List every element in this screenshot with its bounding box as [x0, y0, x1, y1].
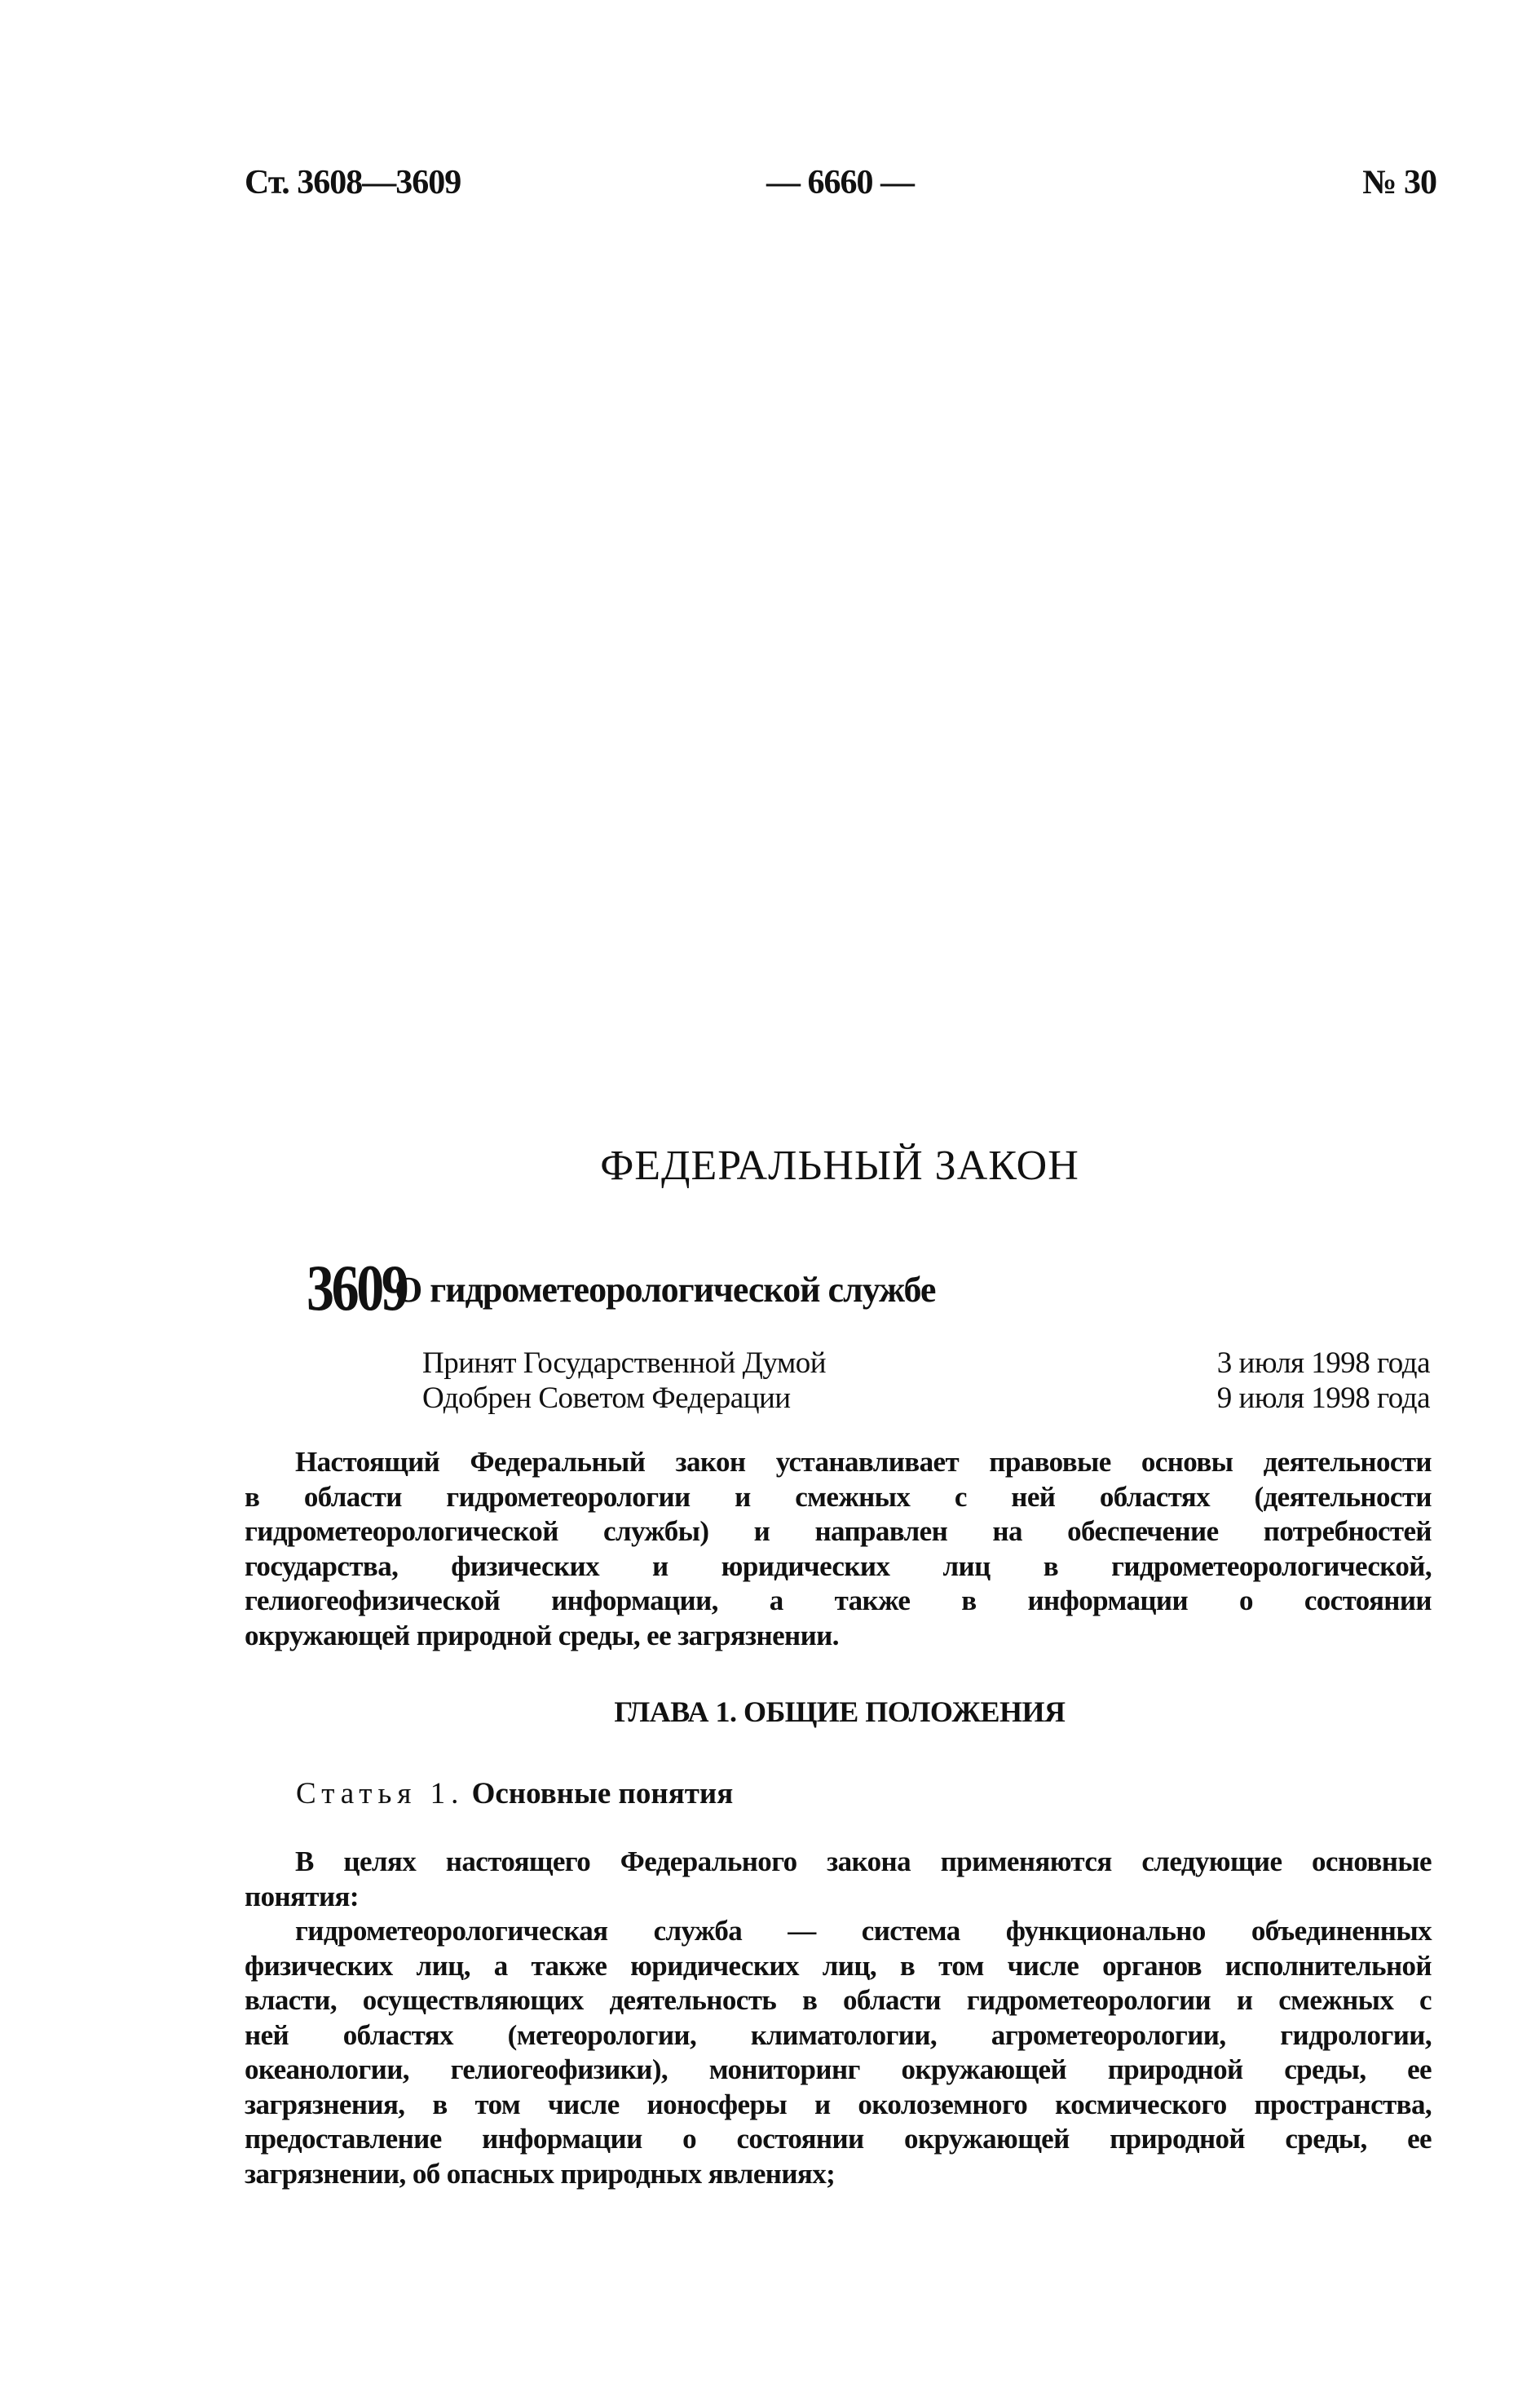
text-line: понятия:	[245, 1880, 359, 1912]
text-line: Настоящий Федеральный закон устанавливает правовые основы деятельности	[295, 1446, 1432, 1478]
header-page-number: — 6660 —	[766, 164, 914, 201]
text-line: власти, осуществляющих деятельность в области гидрометеорологии и смежных с	[245, 1984, 1432, 2016]
document-number: 3609	[307, 1253, 407, 1324]
text-line: загрязнения, в том числе ионосферы и околоземного космического пространства,	[245, 2088, 1432, 2120]
text-line: в области гидрометеорологии и смежных с ней областях (деятельности	[245, 1480, 1432, 1513]
header-issue-number: № 30	[1362, 164, 1436, 201]
adoption-date: 3 июля 1998 года	[1216, 1346, 1430, 1380]
adoption-label: Принят Государственной Думой	[422, 1346, 827, 1380]
text-line: гелиогеофизической информации, а также в информации о состоянии	[245, 1585, 1432, 1616]
text-line: предоставление информации о состоянии окружающей природной среды, ее	[245, 2123, 1432, 2155]
text-line: государства, физических и юридических лиц в гидрометеорологической,	[245, 1549, 1432, 1582]
text-line: гидрометеорологической службы) и направлен на обеспечение потребностей	[245, 1515, 1432, 1547]
article-body	[245, 1845, 1432, 2191]
text-line: физических лиц, а также юридических лиц, в том числе органов исполнительной	[245, 1949, 1432, 1982]
article-label: Статья 1.	[296, 1777, 465, 1810]
text-line: ней областях (метеорологии, климатологии, агрометеорологии, гидрологии,	[245, 2018, 1432, 2051]
chapter-heading: ГЛАВА 1. ОБЩИЕ ПОЛОЖЕНИЯ	[614, 1695, 1066, 1728]
header-section-ref: Ст. 3608—3609	[245, 164, 461, 201]
adoption-date: 9 июля 1998 года	[1216, 1381, 1430, 1415]
text-line: В целях настоящего Федерального закона применяются следующие основные	[295, 1846, 1432, 1877]
article-heading	[296, 1776, 733, 1811]
text-line: окружающей природной среды, ее загрязнении.	[245, 1619, 839, 1651]
text-line: океанологии, гелиогеофизики), мониторинг окружающей природной среды, ее	[245, 2053, 1432, 2085]
adoption-row	[422, 1346, 1430, 1381]
document-title: О гидрометеорологической службе	[395, 1270, 936, 1310]
article-title: Основные понятия	[471, 1777, 734, 1810]
text-line: гидрометеорологическая служба — система функционально объединенных	[295, 1915, 1432, 1947]
text-line: загрязнении, об опасных природных явлениях;	[245, 2157, 836, 2190]
preamble	[245, 1445, 1432, 1653]
adoption-row	[422, 1381, 1430, 1416]
document-type: ФЕДЕРАЛЬНЫЙ ЗАКОН	[600, 1143, 1079, 1189]
adoption-label: Одобрен Советом Федерации	[422, 1381, 791, 1415]
